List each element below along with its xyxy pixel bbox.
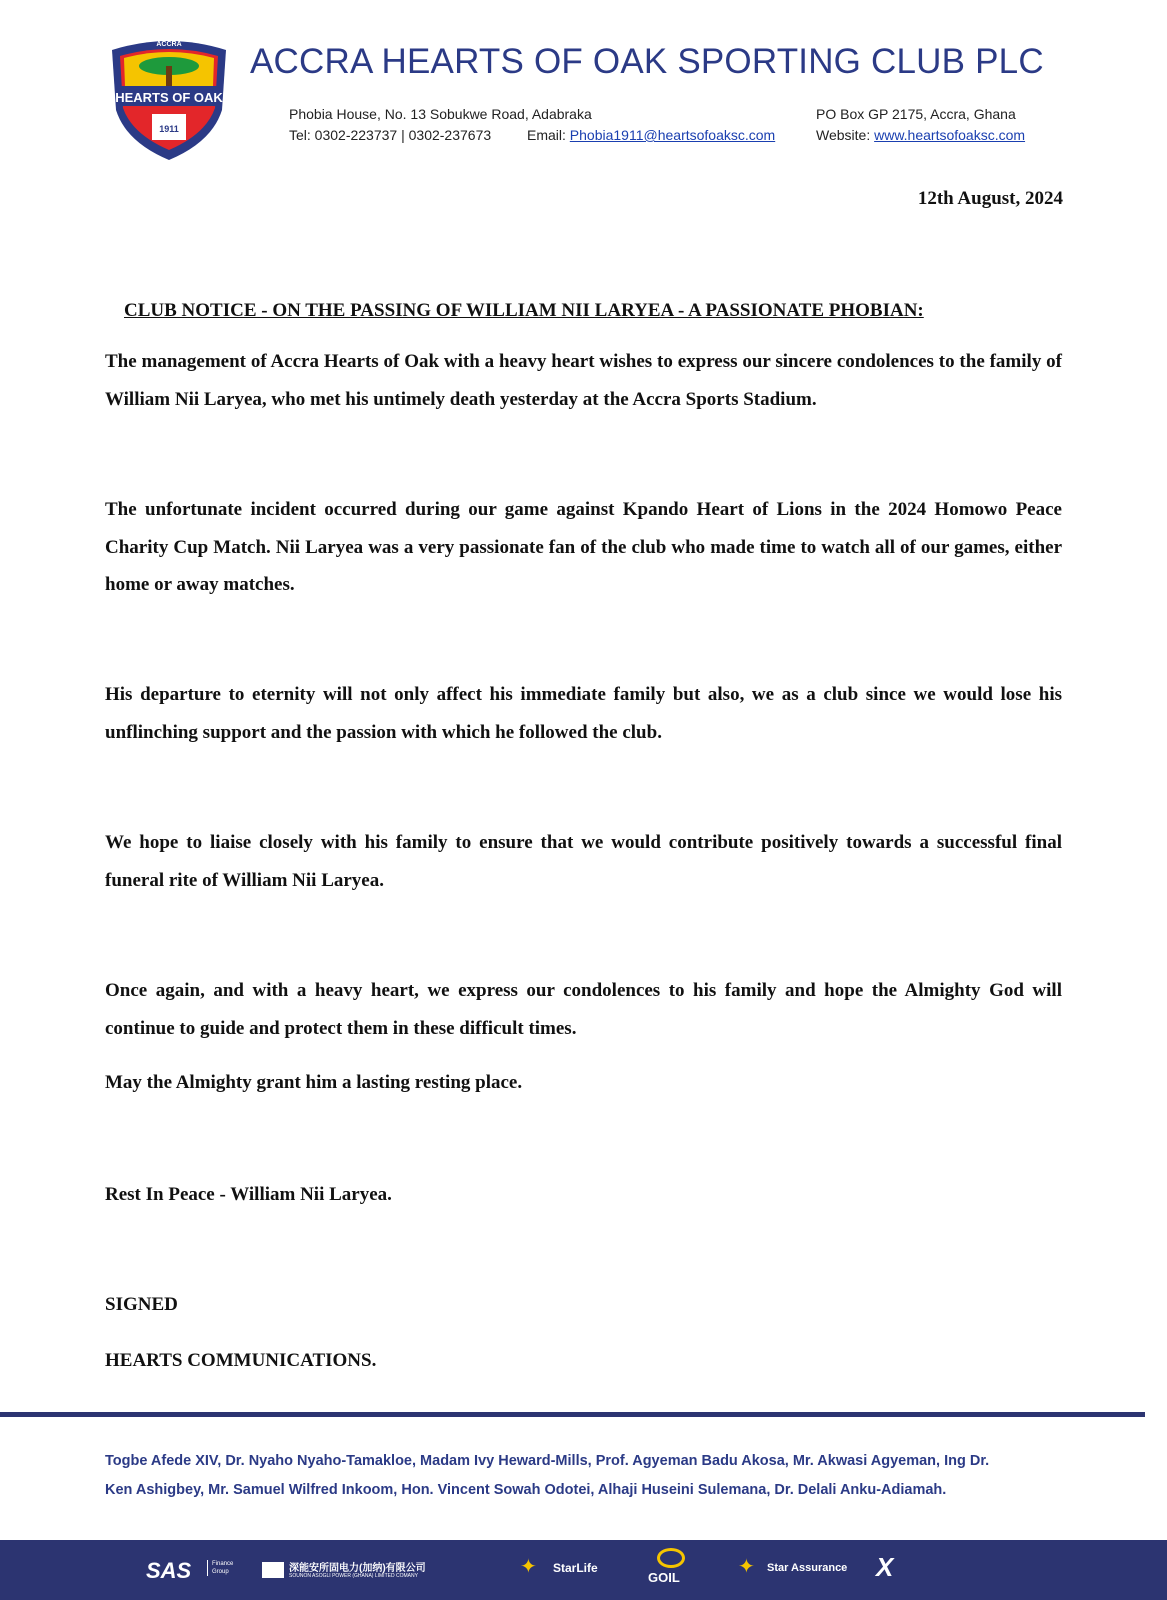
- goil-icon: [657, 1548, 685, 1568]
- signatory-name: HEARTS COMMUNICATIONS.: [105, 1350, 377, 1371]
- star-icon: ✦: [520, 1556, 537, 1578]
- crest-main-text: HEARTS OF OAK: [115, 90, 223, 105]
- club-name-heading: ACCRA HEARTS OF OAK SPORTING CLUB PLC: [250, 42, 1044, 81]
- footer-divider: [0, 1412, 1145, 1417]
- sponsor-x-logo: X: [876, 1552, 894, 1582]
- signed-label: SIGNED: [105, 1294, 178, 1315]
- website-link[interactable]: www.heartsofoaksc.com: [874, 127, 1026, 143]
- crest-year-text: 1911: [159, 124, 179, 134]
- sponsor-sounon-icon: [262, 1562, 284, 1578]
- paragraph-condolences: The management of Accra Hearts of Oak with a heavy heart wishes to express our sincere condolences to the family of William Nii Laryea, who met his untimely death yesterday at the Accra Sports Stadium.: [105, 351, 1062, 410]
- rest-in-peace-line: Rest In Peace - William Nii Laryea.: [105, 1184, 392, 1205]
- sponsor-star-assurance: Star Assurance: [767, 1562, 848, 1574]
- paragraph-incident: The unfortunate incident occurred during our game against Kpando Heart of Lions in the 2024 Homowo Peace Charity Cup Match. Nii Laryea was a very passionate fan of the club who made time to watch all of our games, either home or away matches.: [105, 499, 1062, 595]
- email-label: Email:: [527, 127, 570, 143]
- star-assurance-icon: ✦: [738, 1556, 755, 1578]
- sponsor-sas-logo: SAS: [146, 1558, 192, 1583]
- prayer-line: May the Almighty grant him a lasting resting place.: [105, 1072, 523, 1093]
- website-line: [816, 127, 1025, 143]
- email-link[interactable]: Phobia1911@heartsofoaksc.com: [569, 127, 776, 143]
- board-of-directors: Togbe Afede XIV, Dr. Nyaho Nyaho-Tamakloe, Madam Ivy Heward-Mills, Prof. Agyeman Badu Akosa, Mr. Akwasi Agyeman, Ing Dr. Ken Ashigbey, Mr. Samuel Wilfred Inkoom, Hon. Vincent Sowah Odotei, Alhaji Huseini Sulemana, Dr. Delali Anku-Adiamah.: [105, 1453, 990, 1498]
- sponsor-bar: [0, 1540, 1167, 1600]
- notice-title: CLUB NOTICE - ON THE PASSING OF WILLIAM NII LARYEA - A PASSIONATE PHOBIAN:: [124, 300, 924, 321]
- email-line: [527, 127, 775, 143]
- po-box-text: PO Box GP 2175, Accra, Ghana: [816, 106, 1016, 122]
- sponsor-sounon-english: SOUNON ASOGLI POWER (GHANA) LIMITED COMANY: [289, 1573, 418, 1579]
- paragraph-departure: His departure to eternity will not only affect his immediate family but also, we as a club since we would lose his unflinching support and the passion with which he followed the club.: [105, 684, 1062, 743]
- sponsor-starlife: StarLife: [553, 1561, 598, 1575]
- telephone-text: Tel: 0302-223737 | 0302-237673: [289, 127, 492, 143]
- club-crest-logo: [108, 36, 230, 162]
- paragraph-closing: Once again, and with a heavy heart, we express our condolences to his family and hope the Almighty God will continue to guide and protect them in these difficult times.: [105, 980, 1062, 1039]
- sponsor-sas-subtitle: Finance Group: [207, 1560, 242, 1576]
- website-label: Website:: [816, 127, 875, 143]
- paragraph-funeral: We hope to liaise closely with his family to ensure that we would contribute positively towards a successful final funeral rite of William Nii Laryea.: [105, 832, 1062, 891]
- sponsor-sounon-chinese: 深能安所固电力(加纳)有限公司: [289, 1563, 426, 1574]
- letter-date: 12th August, 2024: [917, 188, 1063, 209]
- sponsor-goil: GOIL: [648, 1570, 680, 1585]
- crest-top-text: ACCRA: [156, 41, 182, 48]
- address-text: Phobia House, No. 13 Sobukwe Road, Adabraka: [289, 106, 592, 122]
